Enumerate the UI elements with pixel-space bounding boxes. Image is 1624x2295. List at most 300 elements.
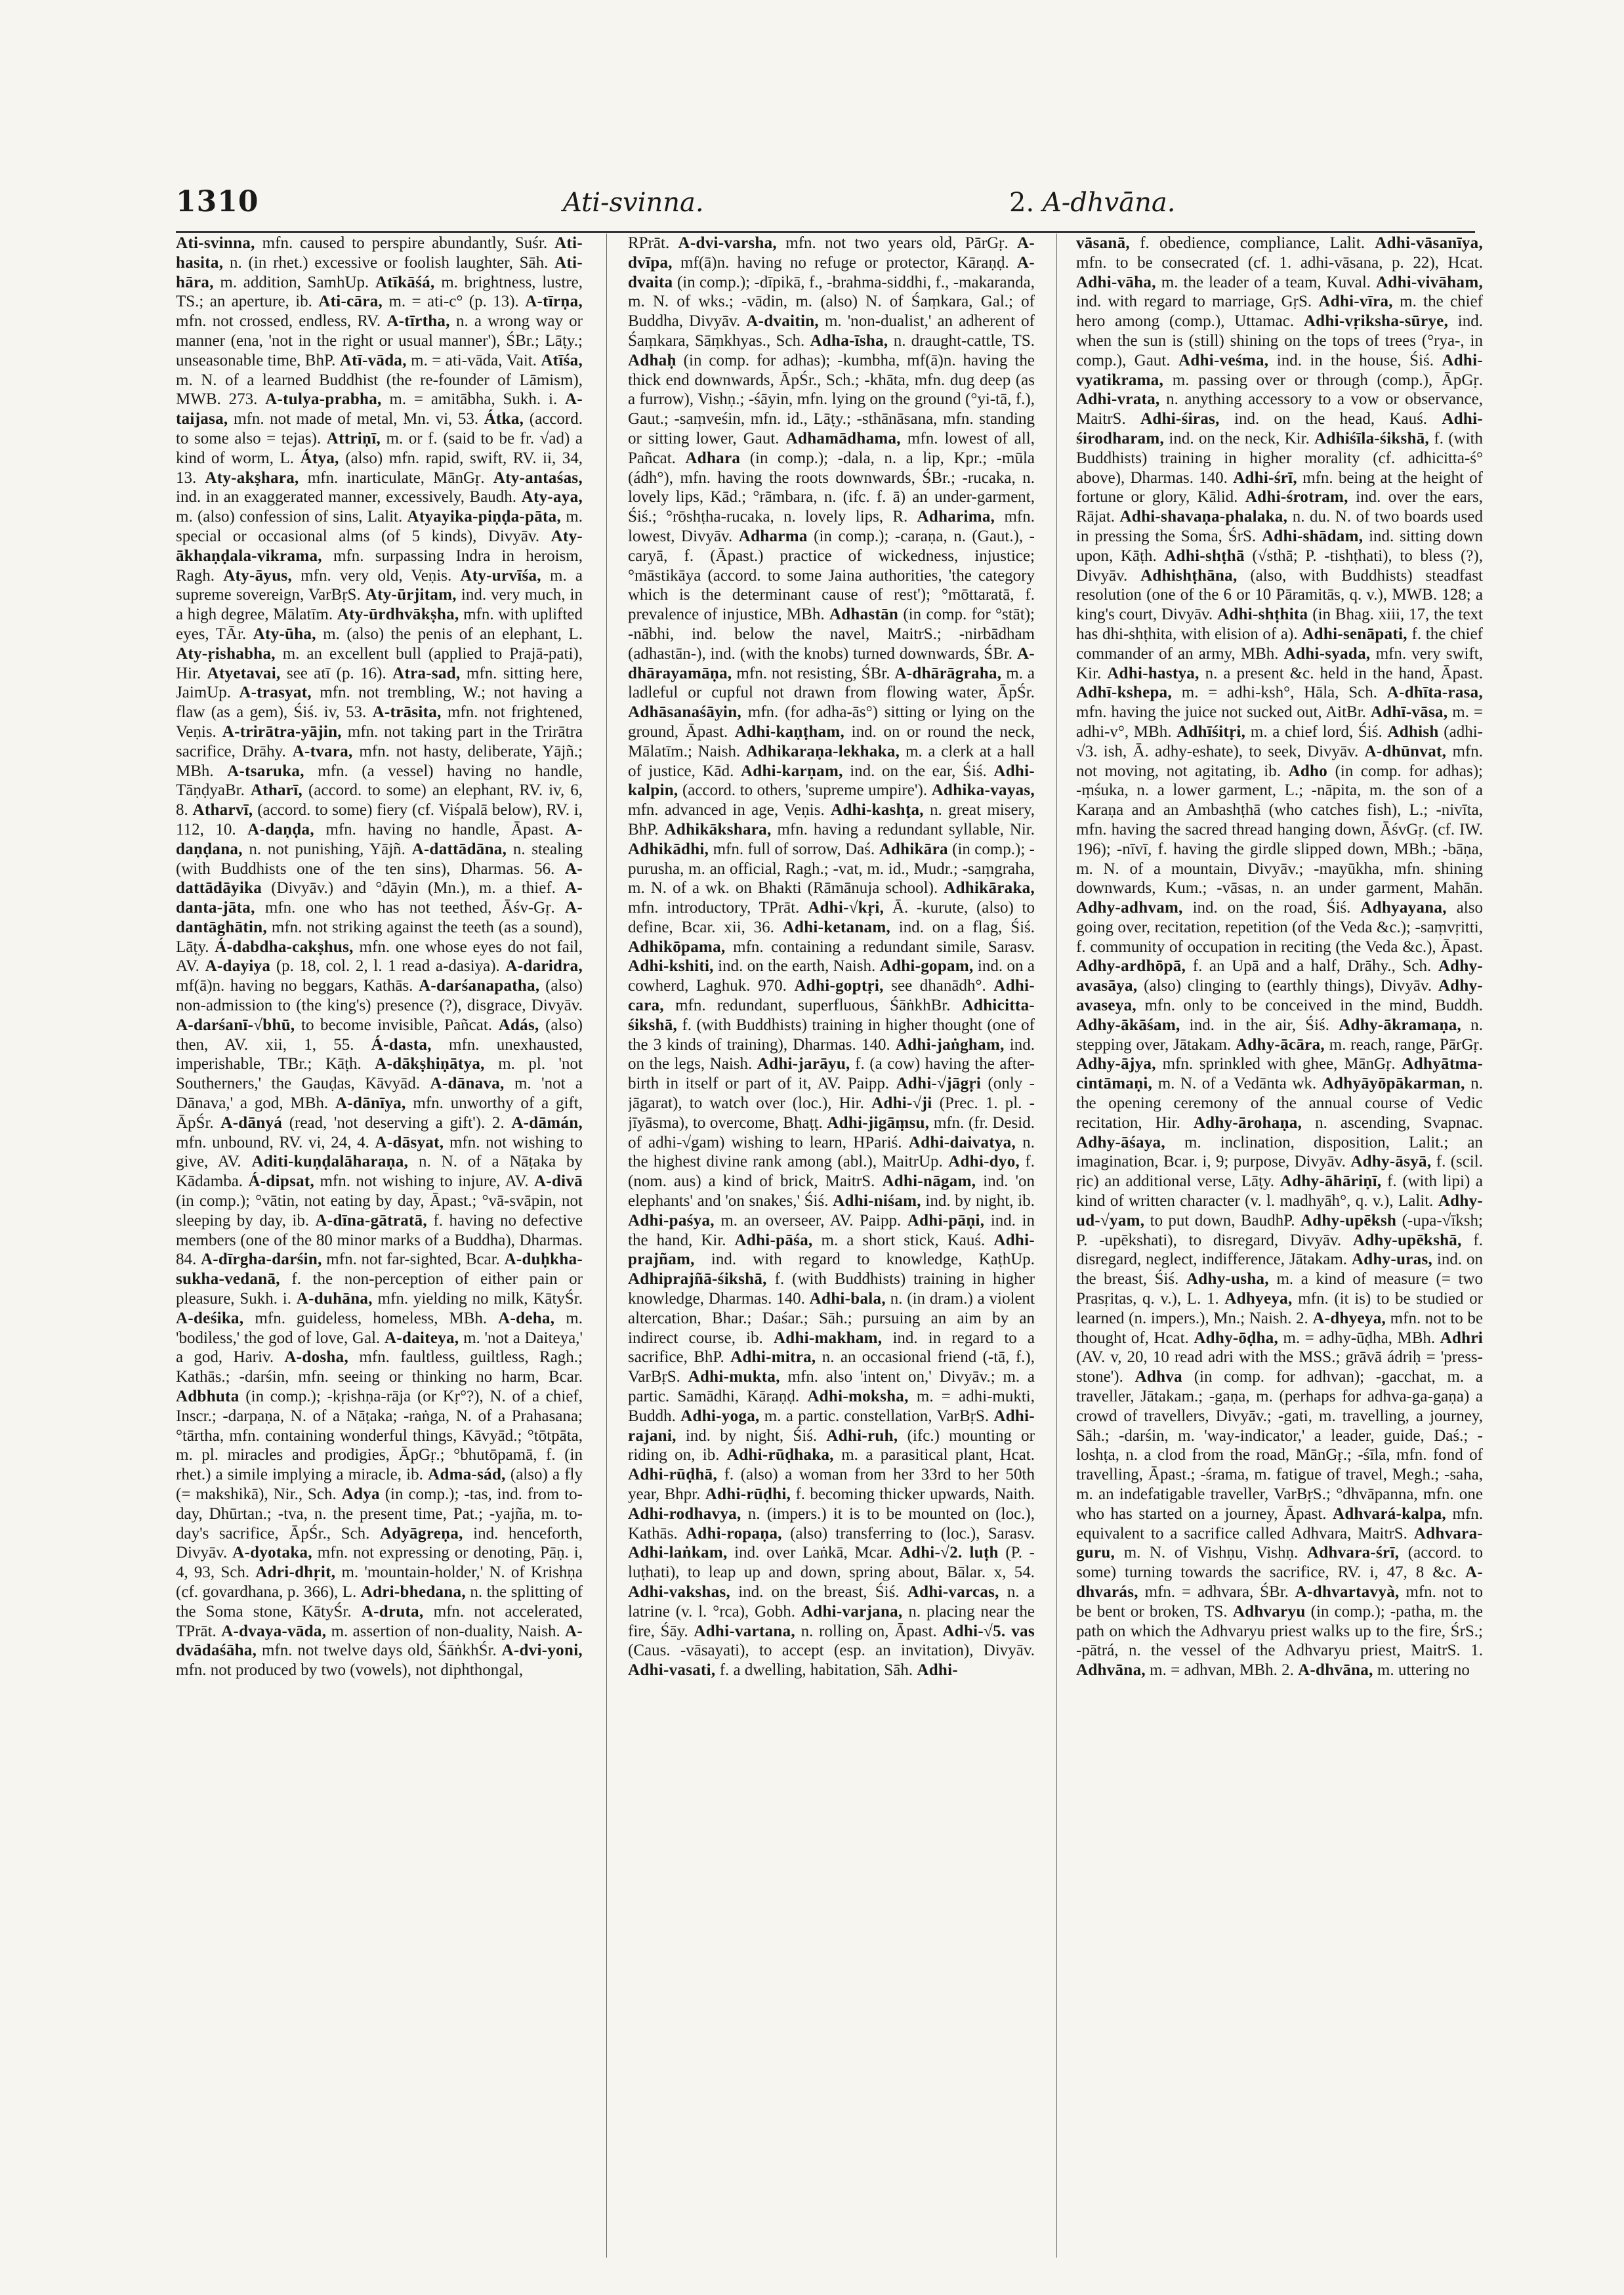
entry-headword: A-dīrgha-darśin,	[200, 1251, 322, 1269]
entry-definition: (in comp. for adhas); -kumbha, mf(ā)n. having the thick end downwards, ĀpŚr., Sch.; -khāta, mfn. dug deep (as a furrow), Vishṇ.; -śāyin, mfn. lying on the ground (°yi-tā, f.), Gaut.; -saṃveśin, mfn. id., Lāṭy.; -sthānāsana, mfn. standing or sitting lower, Gaut.	[628, 351, 1035, 447]
dictionary-entry	[686, 1525, 1035, 1542]
entry-headword: A-dvaya-vāda,	[221, 1622, 327, 1640]
entry-definition: m. = adhvan, MBh. 2.	[1145, 1661, 1299, 1680]
entry-definition: m. reach, range, PārGṛ.	[1324, 1035, 1483, 1054]
dictionary-entry	[247, 821, 565, 838]
entry-headword: Adhy-upēkshā,	[1352, 1231, 1462, 1249]
entry-headword: Atyayika-piṇḍa-pāta,	[407, 508, 562, 526]
entry-definition: (adhi-√3. ish, Ā. adhy-eshate), to seek, Divyāv.	[1076, 722, 1483, 760]
entry-definition: (in comp. for adhas); -ṃśuka, n. a lower garment, L.; -nāpita, m. the son of a Karaṇa and an Ambashṭhā (who catches fish), L.; -nivīta, mfn. having the sacred thread hanging down, ĀśvGṛ. (cf. IW. 196); -nīvī, f. having the girdle slipped down, MBh.; -bāṇa, m. N. of a mountain, Divyāv.; -mayūkha, mfn. shining downwards, Kum.; -vāsas, n. an under garment, Mahān.	[1076, 762, 1483, 898]
entry-headword: Adhvará-kalpa,	[1333, 1504, 1446, 1523]
dictionary-entry	[253, 625, 583, 643]
entry-definition: m. = adhi-v°, MBh.	[1076, 703, 1483, 741]
dictionary-entry	[628, 234, 678, 252]
entry-definition: (also, with Buddhists) steadfast resolution (one of the 6 or 10 Pāramitās, q. v.), MWB. 128; a king's court, Divyāv.	[1076, 566, 1483, 624]
entry-headword: Adhi-kaṇṭham,	[734, 722, 845, 741]
entry-definition: (in comp. for adhvan); -gacchat, m. a traveller, Jātakam.; -gaṇa, m. (perhaps for adhva-ga-gaṇa) a crowd of travellers, Divyāv.; -gati, m. travelling, a journey, Sāh.; -darśin, m. 'way-indicator,' a leader, guide, Daś.; -loshṭa, n. a clod from the road, MānGṛ.; -śīla, mfn. fond of travelling, Āpast.; -śrama, m. fatigue of travel, Megh.; -saha, m. an indefatigable traveller, VarBṛS.; °dhvāpanna, mfn. one who has started on a journey, Āpast.	[1076, 1368, 1483, 1523]
entry-definition: mfn. (for adha-ās°) sitting or lying on the ground, Āpast.	[628, 703, 1035, 741]
entry-definition: (accord. to some) fiery (cf. Viśpalā below), RV. i, 112, 10.	[176, 801, 583, 838]
entry-headword: Adhi-syada,	[1283, 644, 1371, 663]
entry-headword: Adhy-ākramaṇa,	[1339, 1016, 1462, 1034]
entry-headword: Adhi-√5. vas	[942, 1622, 1035, 1640]
entry-headword: A-dāmán,	[511, 1113, 583, 1132]
entry-definition: n. placing near the fire, Śāy.	[628, 1602, 1035, 1640]
entry-headword: Adhva	[1135, 1368, 1182, 1386]
entry-definition: ind. with regard to marriage, GṛS.	[1076, 293, 1319, 311]
entry-headword: Adhi-kshiti,	[628, 957, 714, 976]
entry-headword: Adhi-rūḍhi,	[705, 1485, 791, 1503]
entry-headword: A-duḥkha-sukha-vedanā,	[176, 1251, 583, 1289]
entry-headword: Adhi-vasati,	[628, 1661, 716, 1680]
entry-headword: Adhy-ud-√yam,	[1076, 1192, 1483, 1230]
entry-headword: Adhi-moksha,	[807, 1388, 909, 1406]
entry-headword: Adhy-avasāya,	[1076, 957, 1483, 995]
entry-headword: Adhi-gopam,	[879, 957, 974, 976]
column-divider	[1056, 234, 1057, 2258]
dictionary-entry	[1076, 234, 1375, 252]
entry-definition: (read, 'not deserving a gift'). 2.	[282, 1113, 512, 1132]
entry-headword: Adhy-adhvam,	[1076, 899, 1183, 917]
entry-definition: n. a latrine (v. l. °rca), Gobh.	[628, 1582, 1035, 1621]
entry-definition: mfn. not made of metal, Mn. vi, 53.	[228, 410, 484, 428]
entry-definition: m. an excellent bull (applied to Prajā-pati), Hir.	[176, 644, 583, 682]
entry-headword: Adhi-makham,	[773, 1329, 883, 1347]
entry-definition: m. a parasitical plant, Hcat.	[833, 1446, 1035, 1464]
entry-definition: to put down, BaudhP.	[1144, 1211, 1301, 1230]
entry-headword: Adhyātma-cintāmaṇi,	[1076, 1055, 1483, 1093]
dictionary-entry	[221, 1623, 565, 1640]
entry-definition: ind. on or round the neck, Mālatīm.; Naish.	[628, 722, 1035, 760]
entry-definition: m. pl. 'not Southerners,' the Gauḍas, Kāvyād.	[176, 1055, 583, 1093]
dictionary-entry	[340, 352, 541, 369]
entry-headword: A-trirātra-yājin,	[222, 722, 342, 741]
dictionary-entry	[1140, 410, 1442, 428]
entry-definition: (accord. to others, 'supreme umpire').	[678, 781, 932, 800]
entry-definition: ind. over Laṅkā, Mcar.	[727, 1544, 900, 1562]
entry-definition: (in comp.); °vātin, not eating by day, Āpast.; °vā-svāpin, not sleeping by day, ib.	[176, 1192, 583, 1230]
entry-definition: mfn. not expressing or denoting, Pāṇ. i, 4, 93, Sch.	[176, 1544, 583, 1582]
entry-headword: Adhi-shavaṇa-phalaka,	[1119, 508, 1288, 526]
entry-headword: Adhīśitṛi,	[1176, 722, 1246, 741]
entry-headword: Adhi-vartana,	[694, 1622, 795, 1640]
entry-headword: Adhi-rūḍhā,	[628, 1466, 717, 1484]
entry-definition: (accord. to some) an elephant, RV. iv, 6, 8.	[176, 781, 583, 819]
entry-definition: f. (with Buddhists) training in higher knowledge, Dharmas. 140.	[628, 1270, 1035, 1308]
entry-headword: Adharma	[738, 527, 808, 545]
dictionary-entry	[628, 957, 880, 975]
dictionary-entry	[705, 1485, 1035, 1503]
entry-headword: Atra-sad,	[392, 664, 461, 682]
entry-headword: Adhara	[685, 449, 741, 467]
entry-headword: A-dvaitin,	[746, 312, 819, 331]
entry-headword: Atharī,	[250, 781, 303, 800]
entry-headword: Adharima,	[917, 508, 995, 526]
entry-definition: ind. on the breast, Śiś.	[730, 1582, 907, 1601]
entry-headword: Adhi-daivatya,	[908, 1133, 1016, 1151]
entry-definition: (P. -luṭhati), to leap up and down, spring about, Bālar. x, 54.	[628, 1544, 1035, 1582]
entry-headword: Aditi-kuṇḍalāharaṇa,	[251, 1153, 409, 1171]
entry-headword: Attriṇī,	[326, 429, 381, 447]
entry-definition: ind. by night, Śiś.	[676, 1426, 827, 1445]
entry-headword: Adhy-ājya,	[1076, 1055, 1156, 1073]
entry-headword: Adhi-shādam,	[1261, 527, 1364, 545]
entry-headword: Adhikāraka,	[944, 879, 1035, 898]
entry-headword: A-darśanapatha,	[419, 977, 540, 995]
entry-definition: ind. on the legs, Naish.	[628, 1035, 1035, 1073]
entry-definition: n. ascending, Svapnac.	[1302, 1113, 1483, 1132]
entry-headword: Adhi-śrī,	[1233, 468, 1297, 487]
dictionary-entry	[628, 840, 879, 858]
entry-definition: m. uttering no	[1373, 1661, 1470, 1680]
entry-headword: Adhy-ōḍha,	[1194, 1329, 1279, 1347]
entry-headword: A-deha,	[498, 1309, 555, 1327]
entry-definition: RPrāt.	[628, 234, 678, 252]
entry-headword: Adhi-	[917, 1661, 959, 1680]
entry-headword: Adhī-vāsa,	[1370, 703, 1448, 722]
entry-definition: mfn. not to be thought of, Hcat.	[1076, 1309, 1483, 1347]
entry-definition: ind. on a flag, Śiś.	[890, 918, 1035, 936]
dictionary-entry	[1076, 684, 1387, 701]
entry-headword: Adhvaryu	[1232, 1602, 1306, 1621]
column-2	[628, 234, 1035, 2267]
entry-headword: A-dhvāna,	[1298, 1661, 1373, 1680]
entry-headword: Aty-ṛishabha,	[176, 644, 276, 663]
entry-definition: mfn. not resisting, ŚBr.	[732, 664, 895, 682]
entry-definition: (also) a fly (= makshikā), Nir., Sch.	[176, 1466, 583, 1503]
entry-headword: Adhi-jigāṃsu,	[827, 1113, 930, 1132]
entry-definition: m. N. of a learned Buddhist (the re-founder of Lāmism), MWB. 273.	[176, 371, 583, 409]
dictionary-entry	[223, 567, 460, 585]
entry-headword: A-dyotaka,	[232, 1544, 312, 1562]
entry-definition: (in comp.); -kṛishṇa-rāja (or Kṛ°?), N. of a chief, Inscr.; -darpaṇa, N. of a Nāṭaka; -raṅga, N. of a Prahasana; °tārtha, mfn. containing wonderful things, Kāvyād.; °tōtpāta, m. pl. miracles and prodigies, ĀpGṛ.; °bhutōpamā, f. (in rhet.) a simile implying a miracle, ib.	[176, 1388, 583, 1484]
entry-headword: Adri-bhedana,	[360, 1582, 466, 1601]
entry-definition: n. rolling on, Āpast.	[795, 1622, 943, 1640]
entry-headword: Aty-ūrdhvākṣha,	[337, 606, 459, 624]
entry-headword: Adhi-śrotram,	[1245, 488, 1348, 507]
entry-definition: f. an Upā and a half, Drāhy., Sch.	[1186, 957, 1438, 976]
entry-headword: Atī-vāda,	[339, 351, 407, 369]
entry-definition: m. = adhi-mukti, Buddh.	[628, 1388, 1035, 1425]
entry-definition: mfn. also 'intent on,' Divyāv.; m. a partic. Samādhi, Kāraṇḍ.	[628, 1368, 1035, 1406]
entry-headword: Adhvara-śrī,	[1306, 1544, 1400, 1562]
entry-headword: Adhi-ropaṇa,	[685, 1524, 782, 1542]
dictionary-entry	[665, 821, 1035, 838]
entry-definition: f. obedience, compliance, Lalit.	[1129, 234, 1375, 252]
entry-definition: mfn. = adhvara, ŚBr.	[1138, 1582, 1295, 1601]
entry-headword: Adhi-rodhavya,	[628, 1504, 741, 1523]
entry-definition: m. a clerk at a hall of justice, Kād.	[628, 742, 1035, 780]
entry-definition: n. the highest divine rank among (abl.), MaitrUp.	[628, 1133, 1035, 1171]
entry-headword: Atyetavai,	[207, 664, 281, 682]
page-header	[176, 185, 1475, 231]
entry-headword: A-daridra,	[505, 957, 583, 976]
dictionary-entry	[318, 293, 525, 310]
entry-definition: m. = adhi-ksh°, Hāla, Sch.	[1172, 684, 1387, 702]
entry-definition: ind. on the road, Śiś.	[1182, 899, 1361, 917]
entry-headword: Adhi-vāsanīya,	[1375, 234, 1483, 252]
entry-headword: A-tsaruka,	[227, 762, 304, 780]
entry-definition: mfn. with uplifted eyes, TĀr.	[176, 606, 583, 643]
entry-headword: A-taijasa,	[176, 390, 583, 428]
entry-headword: Á-dabdha-cakṣhus,	[215, 938, 354, 956]
entry-headword: Adya	[341, 1485, 380, 1503]
entry-headword: Adhi-paśya,	[628, 1211, 715, 1230]
column-1	[176, 234, 583, 2267]
entry-definition: mfn. not hasty, deliberate, Yājñ.; MBh.	[176, 742, 583, 780]
entry-headword: Adhi-senāpati,	[1302, 625, 1407, 643]
entry-headword: A-dānava,	[430, 1075, 505, 1093]
entry-headword: A-tīrṇa,	[525, 293, 583, 311]
entry-definition: ind. on the earth, Naish.	[713, 957, 880, 976]
entry-definition: mfn. not wishing to injure, AV.	[314, 1172, 534, 1191]
entry-headword: Aty-akṣhara,	[205, 468, 299, 487]
entry-headword: A-dattādāyika	[176, 859, 583, 898]
dictionary-entry	[205, 957, 506, 975]
entry-headword: Adhī-kshepa,	[1076, 684, 1173, 702]
entry-definition: ind. over the ears, Rājat.	[1076, 488, 1483, 526]
dictionary-entry	[694, 1623, 942, 1640]
entry-definition: also going over, recitation, repetition (of the Veda &c.); -saṃvṛitti, f. community of occupation in reciting (the Veda &c.), Āpast.	[1076, 899, 1483, 956]
entry-definition: m. 'bodiless,' the god of love, Gal.	[176, 1309, 583, 1347]
entry-headword: Adhishṭhāna,	[1140, 566, 1238, 585]
entry-definition: mfn. to be consecrated (cf. 1. adhi-vāsana, p. 22), Hcat.	[1076, 253, 1483, 272]
entry-headword: Adhi-√kṛi,	[808, 899, 885, 917]
entry-definition: m. 'non-dualist,' an adherent of Śaṃkara, Sāṃkhyas., Sch.	[628, 312, 1035, 350]
entry-definition: to become invisible, Pañcat.	[295, 1016, 499, 1034]
entry-definition: mfn. unworthy of a gift, ĀpŚr.	[176, 1094, 583, 1132]
entry-definition: mfn. guideless, homeless, MBh.	[243, 1309, 499, 1327]
entry-headword: Adhy-ācāra,	[1236, 1035, 1325, 1054]
entry-definition: mfn. having the juice not sucked out, AitBr.	[1076, 703, 1371, 722]
entry-headword: Adhy-āśaya,	[1076, 1133, 1165, 1151]
entry-headword: Adhi-vyatikrama,	[1076, 351, 1483, 389]
entry-headword: Adhi-ketanam,	[782, 918, 891, 936]
entry-definition: m. a supreme sovereign, VarBṛS.	[176, 566, 583, 604]
entry-definition: n. (impers.) it is to be mounted on (loc.), Kathās.	[628, 1504, 1035, 1542]
entry-headword: Adhvāna,	[1076, 1661, 1146, 1680]
entry-definition: mfn. lowest of all, Pañcat.	[628, 429, 1035, 467]
entry-headword: Adás,	[498, 1016, 539, 1034]
entry-headword: A-tvara,	[292, 742, 353, 760]
entry-headword: Aty-antaśas,	[493, 468, 583, 487]
entry-headword: Adhy-āsyā,	[1350, 1153, 1432, 1171]
dictionary-entry	[1076, 1661, 1298, 1679]
dictionary-entry	[628, 1212, 907, 1230]
dictionary-entry	[917, 1661, 958, 1679]
entry-definition: (Divyāv.) and °dāyin (Mn.), m. a thief.	[262, 879, 566, 898]
entry-headword: Adhi-pāśa,	[734, 1231, 813, 1249]
entry-definition: n. (in rhet.) excessive or foolish laughter, Sāh.	[223, 253, 555, 272]
entry-headword: A-dvādaśāha,	[176, 1622, 583, 1660]
entry-definition: m. the leader of a team, Kuval.	[1156, 273, 1377, 291]
entry-definition: m. 'mountain-holder,' N. of Krishṇa (cf. govardhana, p. 366), L.	[176, 1563, 583, 1601]
dictionary-entry	[783, 919, 1035, 936]
entry-definition: ind. on a cowherd, Laghuk. 970.	[628, 957, 1035, 995]
dictionary-entry	[678, 234, 1018, 252]
entry-definition: n. the splitting of the Soma stone, KātyŚr.	[176, 1582, 583, 1621]
entry-headword: Ati-cāra,	[318, 293, 383, 311]
entry-definition: m. special or occasional alms (of 5 kinds), Divyāv.	[176, 508, 583, 545]
entry-definition: f. having no defective members (one of the 80 minor marks of a Buddha), Dharmas. 84.	[176, 1211, 583, 1269]
entry-definition: m. a chief lord, Śiś.	[1245, 722, 1388, 741]
entry-headword: Adhiśīla-śikshā,	[1314, 429, 1430, 447]
entry-headword: Aty-ūha,	[253, 625, 316, 643]
entry-definition: n. N. of a Nāṭaka by Kādamba.	[176, 1153, 583, 1191]
entry-headword: Adhi-rajani,	[628, 1407, 1035, 1445]
entry-headword: Adhy-ardhōpā,	[1076, 957, 1186, 976]
entry-headword: Adhi-śiras,	[1140, 410, 1220, 428]
entry-definition: mfn. having no handle, Āpast.	[314, 820, 566, 838]
entry-headword: Aty-āyus,	[223, 566, 292, 585]
entry-headword: A-daṇḍana,	[176, 820, 583, 858]
entry-definition: mfn. very old, Veṇis.	[292, 566, 461, 585]
entry-headword: Adhy-ākāśam,	[1076, 1016, 1180, 1034]
entry-definition: ind. in the air, Śiś.	[1180, 1016, 1339, 1034]
right-guide-number: 2.	[1009, 188, 1035, 218]
entry-definition: m. a short stick, Kauś.	[812, 1231, 994, 1249]
entry-definition: (in comp.); -caraṇa, n. (Gaut.), -caryā, f. (Āpast.) practice of wickedness, injustice; °māstikāya (accord. to some Jaina authorities, 'the category which is the determinant cause of rest'); °mōttaratā, f. prevalence of injustice, MBh.	[628, 527, 1035, 624]
entry-definition: ind. in the hand, Kir.	[628, 1211, 1035, 1249]
entry-definition: (also) transferring to (loc.), Sarasv.	[781, 1524, 1035, 1542]
entry-definition: ind. sitting down upon, Kāṭh.	[1076, 527, 1483, 565]
entry-definition: mfn. not to be bent or broken, TS.	[1076, 1582, 1483, 1621]
entry-headword: Adri-dhṛit,	[255, 1563, 336, 1582]
entry-definition: (Caus. -vāsayati), to accept (esp. an invitation), Divyāv.	[628, 1642, 1035, 1660]
entry-headword: A-dvīpa,	[628, 234, 1035, 272]
entry-headword: Adhi-dyo,	[948, 1153, 1020, 1171]
entry-headword: Adhy-uras,	[1351, 1251, 1433, 1269]
entry-headword: Aty-aya,	[521, 488, 583, 507]
entry-definition: (in comp.); -purusha, m. an official, Ragh.; -vat, m. id., Mudr.; -saṃgraha, m. N. of a wk. on Bhakti (Rāmānuja school).	[628, 840, 1035, 898]
entry-definition: mfn. lowest, Divyāv.	[628, 508, 1035, 545]
dictionary-entry	[628, 938, 1035, 956]
entry-definition: mfn. having a redundant syllable, Nir.	[771, 820, 1035, 838]
entry-definition: m. N. of a Vedānta wk.	[1152, 1075, 1322, 1093]
entry-definition: mfn. not two years old, PārGṛ.	[776, 234, 1018, 252]
entry-headword: Adhi-varcas,	[907, 1582, 999, 1601]
entry-headword: Adhi-cara,	[628, 977, 1035, 1015]
entry-headword: A-dayiya	[205, 957, 271, 976]
entry-definition: f. the non-perception of either pain or pleasure, Sukh. i.	[176, 1270, 583, 1308]
entry-definition: f. the chief commander of an army, MBh.	[1076, 625, 1483, 663]
entry-headword: Adhi-ruh,	[826, 1426, 898, 1445]
entry-headword: A-dvi-yoni,	[501, 1642, 583, 1660]
entry-headword: A-dhīta-rasa,	[1386, 684, 1483, 702]
dictionary-entry	[1178, 352, 1442, 369]
entry-definition: (-upa-√īksh; P. -upēkshati), to disregard, Divyāv.	[1076, 1211, 1483, 1249]
entry-definition: mfn. caused to perspire abundantly, Suśr.	[255, 234, 555, 252]
entry-definition: mf(ā)n. having no beggars, Kathās.	[176, 977, 419, 995]
entry-definition: n. not punishing, Yājñ.	[242, 840, 412, 858]
entry-headword: Adhiprajñā-śikshā,	[628, 1270, 767, 1289]
entry-definition: mfn. one who has not teethed, Āśv-Gṛ.	[255, 899, 566, 917]
entry-definition: mfn. not produced by two (vowels), not diphthongal,	[176, 1661, 524, 1680]
entry-headword: Adhi-laṅkam,	[628, 1544, 728, 1562]
dictionary-entry	[810, 332, 1035, 350]
entry-headword: Adhi-shṭhā	[1164, 547, 1245, 565]
entry-definition: m. the chief hero among (comp.), Uttamac.	[1076, 293, 1483, 331]
entry-definition: m. 'not a Dānava,' a god, MBh.	[176, 1075, 583, 1113]
entry-headword: Á-dasta,	[371, 1035, 432, 1054]
entry-definition: n. du. N. of two boards used in pressing the Soma, ŚrS.	[1076, 508, 1483, 545]
entry-definition: mfn. faultless, guiltless, Ragh.; Kathās.; -darśin, mfn. seeing or thinking no harm, Bcar.	[176, 1348, 583, 1386]
entry-definition: mfn. (fr. Desid. of adhi-√gam) wishing to learn, HPariś.	[628, 1113, 1035, 1151]
entry-definition: mfn. advanced in age, Veṇis.	[628, 801, 831, 819]
entry-definition: (also) non-admission to (the king's) presence (?), disgrace, Divyāv.	[176, 977, 583, 1015]
entry-definition: m. a partic. constellation, VarBṛS.	[759, 1407, 994, 1425]
entry-definition: (ifc.) mounting or riding on, ib.	[628, 1426, 1035, 1464]
entry-definition: m. (also) confession of sins, Lalit.	[176, 508, 407, 526]
entry-definition: n. stepping over, Jātakam.	[1076, 1016, 1483, 1054]
entry-definition: mfn. surpassing Indra in heroism, Ragh.	[176, 547, 583, 585]
entry-headword: A-trāsita,	[372, 703, 442, 722]
entry-headword: A-dākṣhiṇātya,	[375, 1055, 485, 1073]
dictionary-entry	[680, 1407, 993, 1425]
entry-headword: Adhri	[1440, 1329, 1483, 1347]
entry-definition: mfn. not trembling, W.; not having a flaw (as a gem), Śiś. iv, 53.	[176, 684, 583, 722]
entry-definition: mfn. not crossed, endless, RV.	[176, 312, 387, 331]
entry-headword: Adhi-śirodharam,	[1076, 410, 1483, 447]
entry-definition: ind. on the breast, Śiś.	[1076, 1251, 1483, 1289]
entry-headword: Adhi-kashṭa,	[830, 801, 924, 819]
entry-definition: mfn. yielding no milk, KātyŚr.	[372, 1290, 583, 1308]
entry-definition: n. draught-cattle, TS.	[888, 331, 1035, 350]
dictionary-entry	[628, 1661, 917, 1679]
entry-definition: (accord. to some) turning towards the sacrifice, RV. i, 47, 8 &c.	[1076, 1544, 1483, 1582]
entry-definition: ind. with regard to knowledge, KaṭhUp.	[694, 1251, 1035, 1269]
entry-headword: A-darśanī-√bhū,	[176, 1016, 295, 1034]
dictionary-entry	[1076, 957, 1438, 975]
entry-definition: m. addition, SamhUp.	[213, 273, 375, 291]
page-number: 1310	[176, 185, 259, 218]
entry-headword: Adhi-bala,	[809, 1290, 886, 1308]
dictionary-entry	[794, 977, 993, 995]
entry-headword: Adhamādhama,	[785, 429, 901, 447]
entry-definition: mfn. full of sorrow, Daś.	[709, 840, 879, 858]
dictionary-entry	[248, 1172, 534, 1190]
dictionary-entry	[1076, 762, 1483, 898]
entry-definition: (also) then, AV. xii, 1, 55.	[176, 1016, 583, 1054]
entry-definition: mfn. unbound, RV. vi, 24, 4.	[176, 1133, 375, 1151]
entry-definition: f. (nom. aus) a kind of brick, MaitrS.	[628, 1153, 1035, 1191]
entry-definition: n. stealing (with Buddhists one of the ten sins), Dharmas. 56.	[176, 840, 583, 878]
entry-definition: ind. on the neck, Kir.	[1164, 429, 1315, 447]
entry-headword: Adhish	[1387, 722, 1439, 741]
entry-headword: Adhika-vayas,	[931, 781, 1035, 800]
dictionary-entry	[727, 1446, 1035, 1464]
entry-headword: Adho	[1288, 762, 1328, 780]
column-3	[1076, 234, 1483, 2267]
entry-definition: ind. by night, ib.	[921, 1192, 1035, 1210]
entry-headword: Adhi-nāgam,	[882, 1172, 976, 1191]
entry-headword: Adhi-jarāyu,	[757, 1055, 850, 1073]
entry-definition: mfn. introductory, TPrāt.	[628, 899, 808, 917]
entry-definition: m. a ladleful or cupful not drawn from flowing water, ĀpŚr.	[628, 664, 1035, 702]
entry-definition: mfn. not frightened, Veṇis.	[176, 703, 583, 741]
entry-headword: Adhvara-guru,	[1076, 1524, 1483, 1562]
entry-definition: (in comp.); -patha, m. the path on which the Adhvaryu priest walks up to the fire, ŚrS.; -pātrá, n. the vessel of the Adhvaryu priest, MaitrS. 1.	[1076, 1602, 1483, 1660]
entry-definition: f. (also) a woman from her 33rd to her 50th year, Bhpr.	[628, 1466, 1035, 1503]
entry-headword: Á-dipsat,	[248, 1172, 315, 1191]
entry-headword: A-daiteya,	[385, 1329, 459, 1347]
entry-definition: mfn. (it is) to be studied or learned (n. impers.), Mn.; Naish. 2.	[1076, 1290, 1483, 1327]
entry-headword: Adhi-hastya,	[1107, 664, 1199, 682]
entry-headword: A-dānīya,	[335, 1094, 406, 1113]
entry-headword: Átka,	[484, 410, 524, 428]
entry-definition: f. (scil. ṛic) an additional verse, Lāṭy.	[1076, 1153, 1483, 1191]
entry-headword: Adhi-vivāham,	[1376, 273, 1483, 291]
entry-headword: Adhi-vṛiksha-sūrye,	[1303, 312, 1449, 331]
